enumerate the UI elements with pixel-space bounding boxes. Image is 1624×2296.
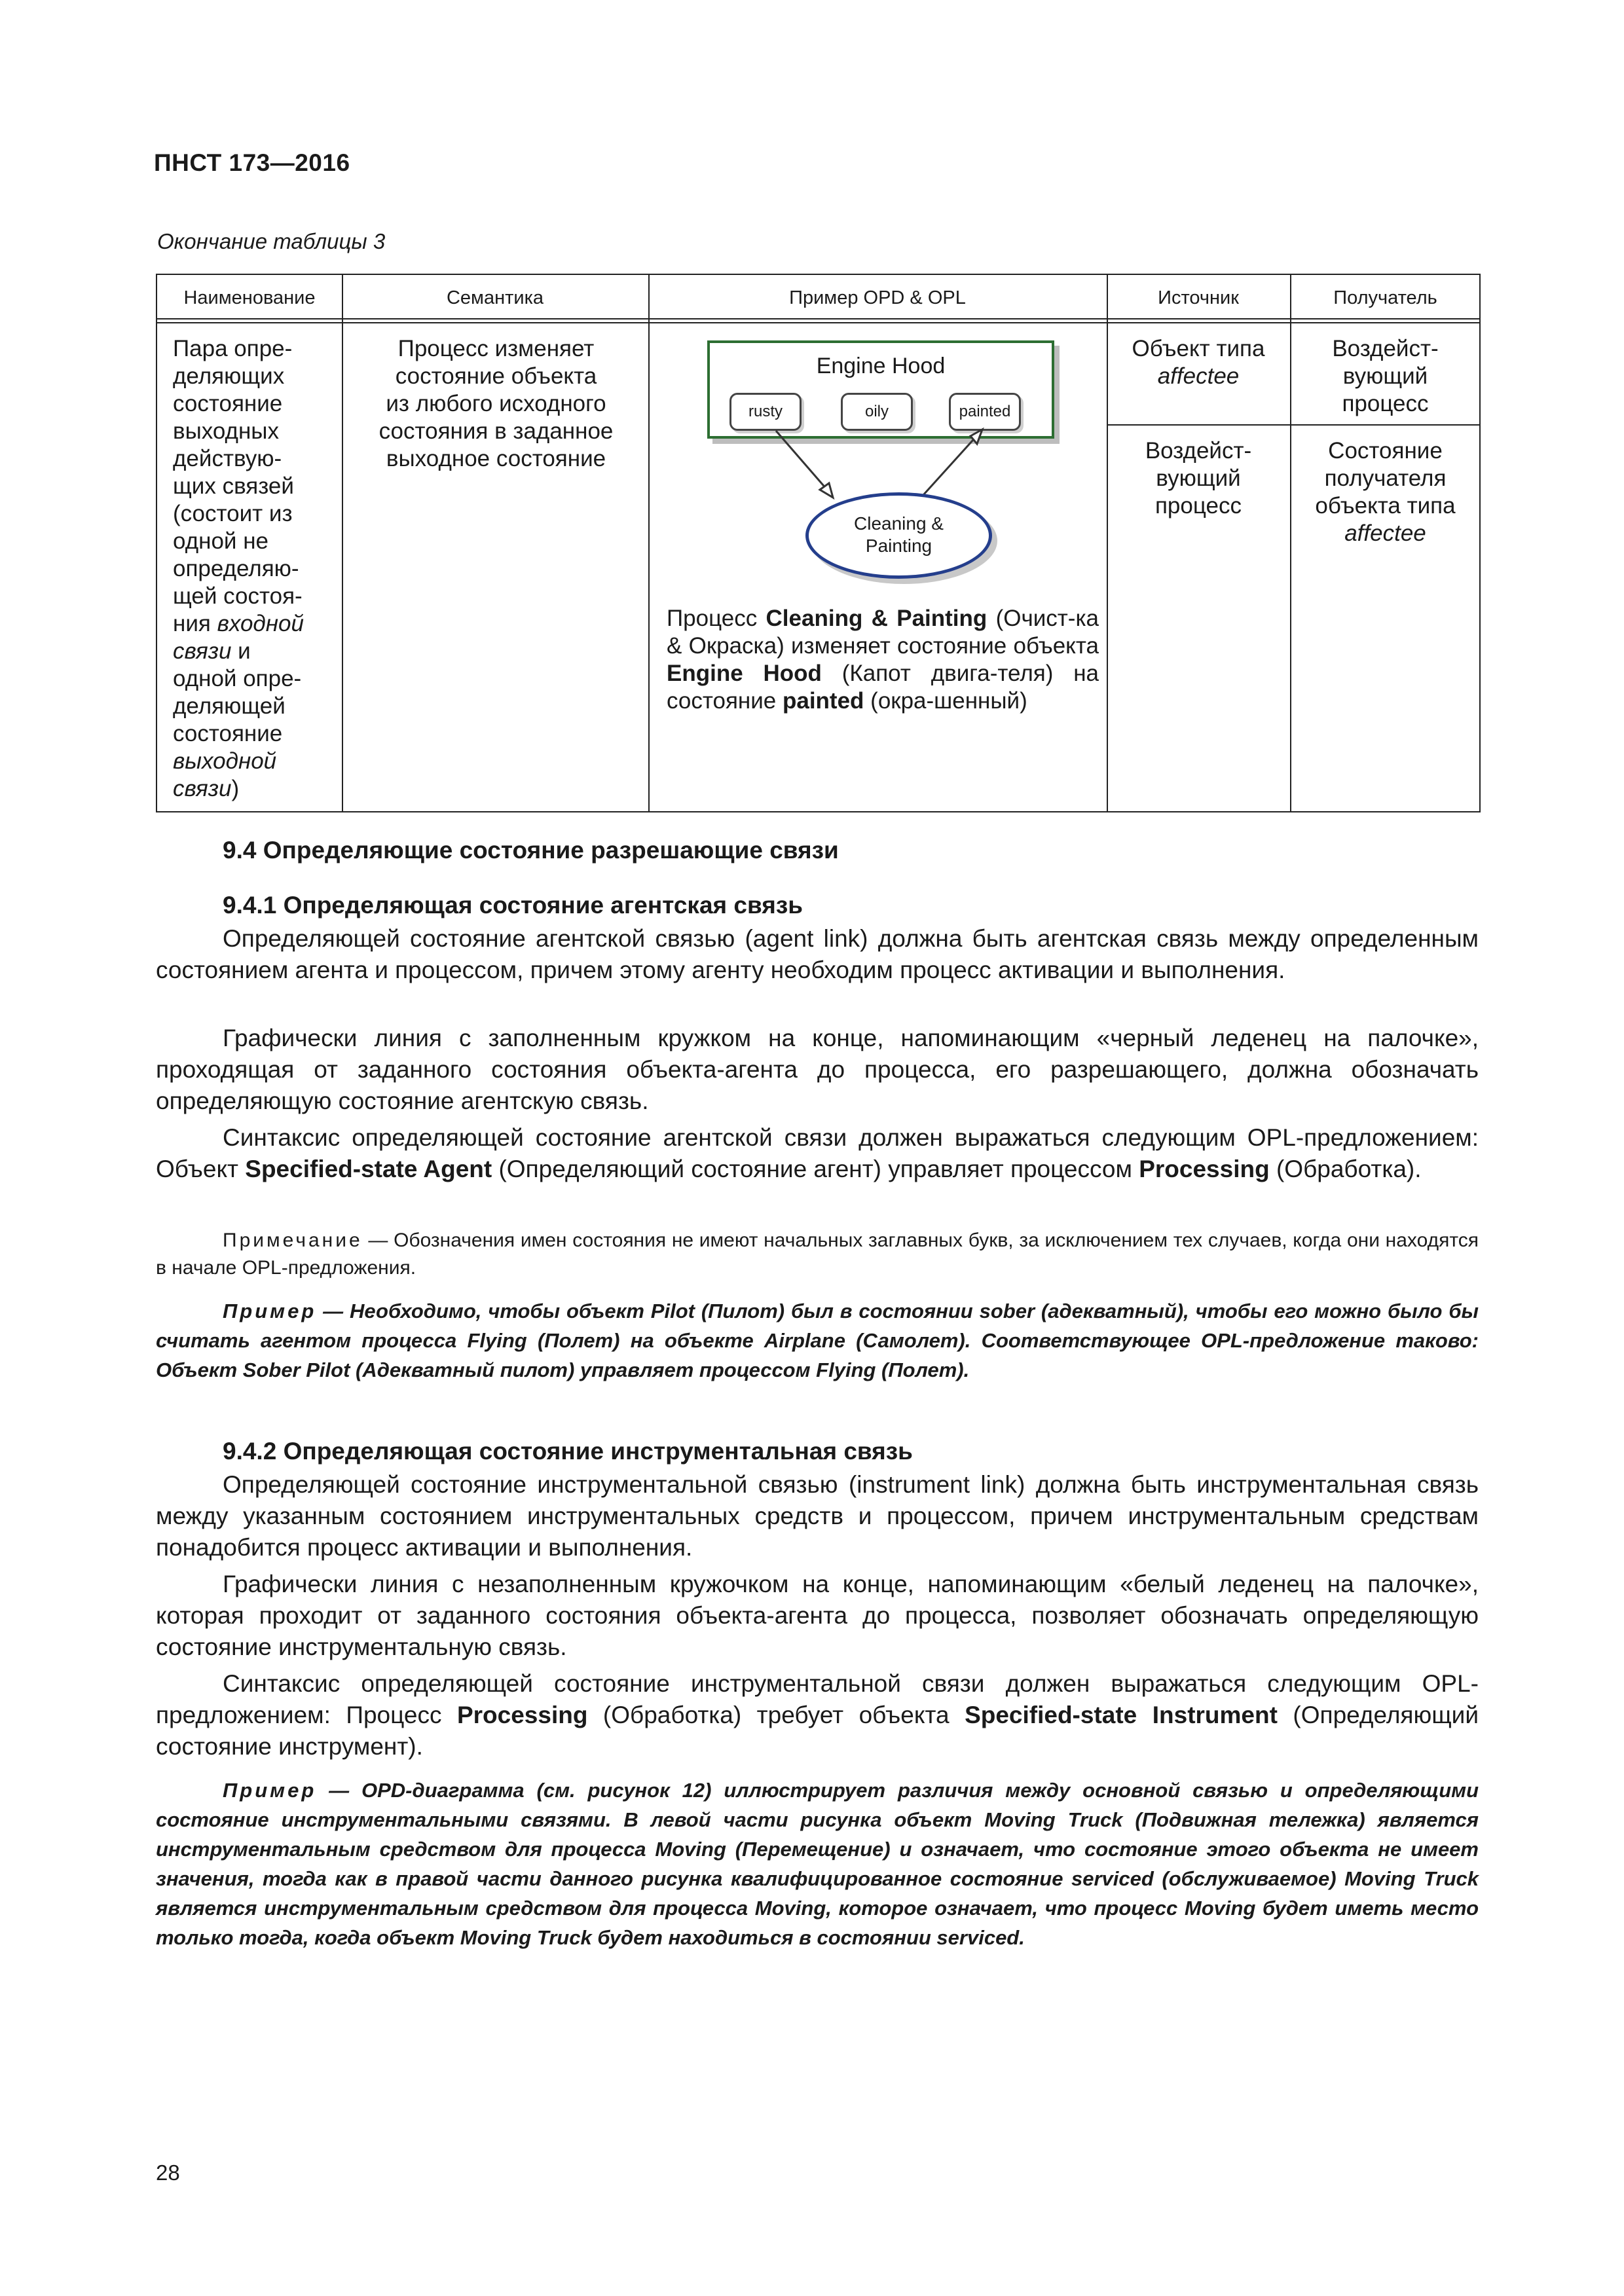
col-divider — [342, 275, 343, 811]
col-divider — [648, 275, 650, 811]
source-top-cell: Объект типа affectee — [1132, 336, 1265, 389]
header-divider — [157, 318, 1479, 319]
table-caption: Окончание таблицы 3 — [157, 229, 386, 253]
object-label: Engine Hood — [816, 354, 946, 378]
paragraph: Синтаксис определяющей состояние инструментальной связи должен выражаться следующим OPL-предложением: Процесс Processing (Обработка) требует объекта Specified-state Instrument (Определяющий состояние инструмент). — [156, 1670, 1479, 1760]
paragraph: Определяющей состояние агентской связью (agent link) должна быть агентская связь между определенным состоянием агента и процессом, причем этому агенту необходим процесс активации и выполнения. — [156, 925, 1479, 983]
col-header-source: Источник — [1158, 287, 1239, 308]
example-1: Пример — Необходимо, чтобы объект Pilot (Пилот) был в состоянии sober (адекватный), чтобы его можно было бы считать агентом процесса Flying (Полет) на объекте Airplane (Самолет). Соответствующее OPL-предложение таково: Объект Sober Pilot (Адекватный пилот) управляет процессом Flying (Полет). — [156, 1300, 1479, 1381]
paragraph: Определяющей состояние инструментальной связью (instrument link) должна быть инструментальная связь между указанным состоянием инструментальных средств и процессом, причем инструментальным средствам понадобится процесс активации и выполнения. — [156, 1471, 1479, 1561]
state-oily: oily — [841, 393, 913, 431]
opl-sentence: Процесс Cleaning & Painting (Очист-ка & Окраска) изменяет состояние объекта Engine Hood (Капот двига-теля) на состояние painted (окра-шенный) — [667, 606, 1099, 714]
example-2: Пример — OPD-диаграмма (см. рисунок 12) иллюстрирует различия между основной связью и определяющими состояние инструментальными связями. В левой части рисунка объект Moving Truck (Подвижная тележка) является инструментальным средством для процесса Moving (Перемещение) и означает, что состояние этого объекта не имеет значения, тогда как в правой части данного рисунка квалифицированное состояние serviced (обслуживаемое) Moving Truck является инструментальным средством для процесса Moving, которое означает, что процесс Moving будет иметь место только тогда, когда объект Moving Truck будет находиться в состоянии serviced. — [156, 1779, 1479, 1949]
section-9-4-2: 9.4.2 Определяющая состояние инструментальная связь — [223, 1438, 913, 1465]
col-header-example: Пример OPD & OPL — [789, 287, 966, 308]
recipient-bottom-cell: Состояние получателя объекта типа affectee — [1315, 438, 1456, 546]
document-header: ПНСТ 173—2016 — [154, 149, 350, 176]
col-header-name: Наименование — [183, 287, 316, 308]
name-cell: Пара опре- деляющих состояние выходных действую- щих связей (состоит из одной не определяю- щей состоя- ния входной связи и одной опре- деляющей состояние выходной связи) — [173, 336, 304, 801]
row-divider — [1107, 424, 1479, 426]
state-painted: painted — [949, 393, 1021, 431]
recipient-top-cell: Воздейст- вующий процесс — [1332, 336, 1439, 416]
process-cleaning-painting: Cleaning & Painting — [805, 492, 992, 579]
input-link — [776, 431, 832, 495]
note: Примечание — Обозначения имен состояния не имеют начальных заглавных букв, за исключением тех случаев, когда они находятся в начале OPL-предложения. — [156, 1230, 1479, 1279]
state-rusty: rusty — [729, 393, 802, 431]
paragraph: Графически линия с незаполненным кружочком на конце, напоминающим «белый леденец на палочке», которая проходит от заданного состояния объекта-агента до процесса, позволяет обозначать определяющую состояние инструментальную связь. — [156, 1571, 1479, 1660]
paragraph: Графически линия с заполненным кружком на конце, напоминающим «черный леденец на палочке», проходящая от заданного состояния объекта-агента до процесса, его разрешающего, должна обозначать определяющую состояние агентскую связь. — [156, 1025, 1479, 1114]
section-9-4-1: 9.4.1 Определяющая состояние агентская связь — [223, 892, 803, 919]
page-number: 28 — [156, 2160, 180, 2185]
source-bottom-cell: Воздейст- вующий процесс — [1145, 438, 1252, 519]
opd-diagram — [707, 340, 1074, 583]
output-link — [923, 433, 979, 495]
section-9-4: 9.4 Определяющие состояние разрешающие связи — [223, 837, 839, 864]
col-header-semantics: Семантика — [446, 287, 544, 308]
semantics-cell: Процесс изменяет состояние объекта из любого исходного состояния в заданное выходное состояние — [378, 336, 614, 471]
paragraph: Синтаксис определяющей состояние агентской связи должен выражаться следующим OPL-предложением: Объект Specified-state Agent (Определяющий состояние агент) управляет процессом Processing (Обработка). — [156, 1124, 1479, 1182]
col-header-recipient: Получатель — [1333, 287, 1437, 308]
header-divider-double — [157, 322, 1479, 323]
input-arrowhead — [820, 483, 833, 498]
